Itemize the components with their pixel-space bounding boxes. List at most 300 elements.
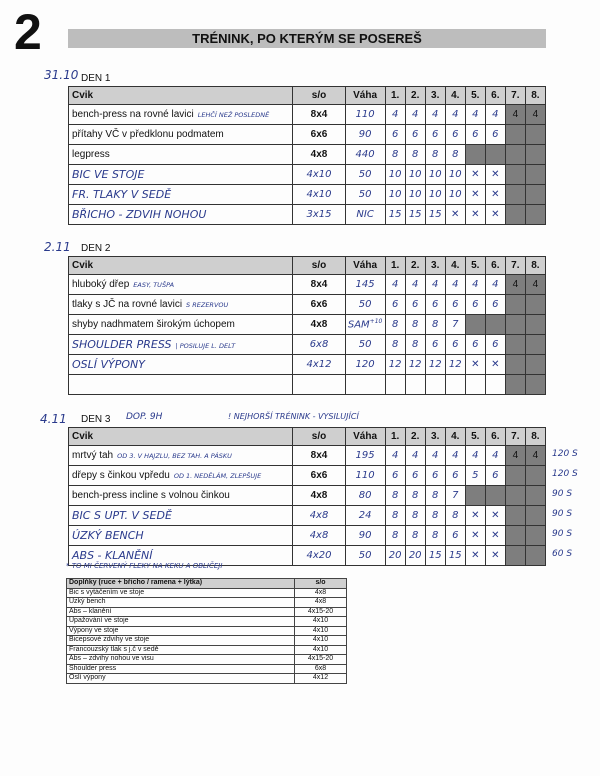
header-set-2: 2. xyxy=(405,87,425,105)
set-8-cell xyxy=(525,506,545,526)
set-1-cell: 6 xyxy=(385,125,405,145)
table-row xyxy=(69,446,546,466)
weight-cell xyxy=(345,125,385,145)
sets-reps-cell: 4x10 xyxy=(293,165,345,185)
exercise-cell xyxy=(69,335,293,355)
weight-value: 440 xyxy=(355,149,375,160)
exercise-note: EASY, TUŠPA xyxy=(133,281,175,289)
sets-reps-cell: 4x8 xyxy=(293,145,345,165)
sets-reps-cell: 4x12 xyxy=(293,355,345,375)
set-2-cell: 8 xyxy=(405,486,425,506)
supplement-name: Úzký bench xyxy=(67,598,295,608)
set-4-cell: 4 xyxy=(445,275,465,295)
supplement-so: 4x10 xyxy=(295,636,347,646)
set-6-cell: ✕ xyxy=(485,506,505,526)
set-7-cell xyxy=(505,335,525,355)
set-5-cell: ✕ xyxy=(465,526,485,546)
header-set-3: 3. xyxy=(425,428,445,446)
exercise-cell xyxy=(69,526,293,546)
exercise-cell xyxy=(69,125,293,145)
header-weight: Váha xyxy=(345,257,385,275)
set-1-cell: 8 xyxy=(385,506,405,526)
set-5-cell: 4 xyxy=(465,105,485,125)
set-8-cell: 4 xyxy=(525,446,545,466)
supplement-so: 4x8 xyxy=(295,588,347,598)
day2-date: 2.11 xyxy=(44,240,71,254)
set-3-cell: 8 xyxy=(425,145,445,165)
exercise-cell xyxy=(69,145,293,165)
set-2-cell: 8 xyxy=(405,526,425,546)
supplement-name: Výpony ve stoje xyxy=(67,626,295,636)
set-7-cell xyxy=(505,165,525,185)
set-7-cell xyxy=(505,546,525,566)
weight-value: 50 xyxy=(358,339,372,350)
set-3-cell: 6 xyxy=(425,125,445,145)
weight-value: NIC xyxy=(356,209,374,220)
set-5-cell: 4 xyxy=(465,446,485,466)
weight-value: 50 xyxy=(358,299,372,310)
set-6-cell: 6 xyxy=(485,125,505,145)
set-5-cell: ✕ xyxy=(465,506,485,526)
header-set-7: 7. xyxy=(505,257,525,275)
page-title: TRÉNINK, PO KTERÝM SE POSEREŠ xyxy=(192,31,422,46)
table-header-row xyxy=(69,257,546,275)
set-2-cell: 6 xyxy=(405,466,425,486)
set-5-cell: 6 xyxy=(465,295,485,315)
weight-cell xyxy=(345,355,385,375)
table-row xyxy=(69,335,546,355)
exercise-cell xyxy=(69,486,293,506)
set-4-cell: 10 xyxy=(445,165,465,185)
supplement-so: 4x10 xyxy=(295,617,347,627)
set-5-cell: ✕ xyxy=(465,546,485,566)
exercise-name: mrtvý tah xyxy=(72,450,114,461)
exercise-cell xyxy=(69,506,293,526)
set-7-cell xyxy=(505,355,525,375)
set-4-cell: 4 xyxy=(445,446,465,466)
weight-value: 80 xyxy=(358,490,372,501)
set-8-cell xyxy=(525,145,545,165)
weight-value: 90 xyxy=(358,530,372,541)
supplement-so: 4x8 xyxy=(295,598,347,608)
set-4-cell: 10 xyxy=(445,185,465,205)
set-1-cell: 4 xyxy=(385,275,405,295)
set-2-cell: 8 xyxy=(405,335,425,355)
table-row xyxy=(69,526,546,546)
set-8-cell xyxy=(525,355,545,375)
rest-time: 90 S xyxy=(552,489,573,499)
set-2-cell: 8 xyxy=(405,506,425,526)
weight-extra: +10 xyxy=(369,318,383,326)
set-1-cell: 8 xyxy=(385,315,405,335)
set-2-cell: 10 xyxy=(405,185,425,205)
set-2-cell: 10 xyxy=(405,165,425,185)
header-set-1: 1. xyxy=(385,428,405,446)
set-4-cell xyxy=(445,375,465,395)
header-set-1: 1. xyxy=(385,87,405,105)
set-4-cell: 4 xyxy=(445,105,465,125)
exercise-cell xyxy=(69,466,293,486)
exercise-cell xyxy=(69,375,293,395)
exercise-name: ÚZKÝ BENCH xyxy=(72,529,144,542)
exercise-name: bench-press na rovné lavici xyxy=(72,109,194,120)
supplement-row xyxy=(67,617,347,627)
set-2-cell: 8 xyxy=(405,315,425,335)
day3-date: 4.11 xyxy=(40,412,67,426)
sets-reps-cell: 4x8 xyxy=(293,486,345,506)
set-7-cell xyxy=(505,145,525,165)
set-6-cell: ✕ xyxy=(485,205,505,225)
set-6-cell xyxy=(485,145,505,165)
exercise-name: bench-press incline s volnou činkou xyxy=(72,490,230,501)
weight-cell xyxy=(345,375,385,395)
set-4-cell: 7 xyxy=(445,315,465,335)
exercise-name: BŘICHO - ZDVIH NOHOU xyxy=(72,208,207,221)
weight-value: 50 xyxy=(358,169,372,180)
exercise-name: SHOULDER PRESS xyxy=(72,338,172,351)
sets-reps-cell: 3x15 xyxy=(293,205,345,225)
weight-cell xyxy=(345,546,385,566)
set-2-cell: 15 xyxy=(405,205,425,225)
set-6-cell: ✕ xyxy=(485,526,505,546)
set-4-cell: 6 xyxy=(445,526,465,546)
set-5-cell xyxy=(465,486,485,506)
supplement-row xyxy=(67,588,347,598)
set-1-cell: 8 xyxy=(385,526,405,546)
day2-table xyxy=(68,256,546,395)
exercise-note: S REZERVOU xyxy=(186,301,229,309)
exercise-cell xyxy=(69,315,293,335)
supplement-so: 4x15-20 xyxy=(295,607,347,617)
exercise-note: OD 1. NEDĚLÁM, ZLEPŠUJE xyxy=(173,472,262,480)
supplement-row xyxy=(67,674,347,684)
set-3-cell: 8 xyxy=(425,506,445,526)
set-2-cell: 4 xyxy=(405,105,425,125)
weight-cell xyxy=(345,185,385,205)
day1-date: 31.10 xyxy=(44,68,79,82)
sets-reps-cell: 8x4 xyxy=(293,105,345,125)
set-3-cell: 4 xyxy=(425,446,445,466)
set-8-cell: 4 xyxy=(525,105,545,125)
set-6-cell: 4 xyxy=(485,105,505,125)
day3-top-note: DOP. 9H xyxy=(126,412,163,422)
weight-cell xyxy=(345,165,385,185)
set-3-cell xyxy=(425,375,445,395)
weight-cell xyxy=(345,335,385,355)
set-2-cell: 6 xyxy=(405,125,425,145)
set-1-cell: 8 xyxy=(385,145,405,165)
header-weight: Váha xyxy=(345,428,385,446)
set-5-cell: 4 xyxy=(465,275,485,295)
sets-reps-cell: 8x4 xyxy=(293,275,345,295)
set-4-cell: 7 xyxy=(445,486,465,506)
table-row xyxy=(69,275,546,295)
set-7-cell xyxy=(505,125,525,145)
day3-footnote: * TO MI ČERVENÝ FLEKY NA KEKU A OBLIČEJI xyxy=(66,562,223,570)
table-row xyxy=(69,185,546,205)
supplement-name: Abs – zdvihy nohou ve visu xyxy=(67,655,295,665)
day3-label: DEN 3 xyxy=(81,414,111,425)
weight-cell xyxy=(345,105,385,125)
set-8-cell xyxy=(525,295,545,315)
page-number: 2 xyxy=(14,4,42,60)
weight-value: 50 xyxy=(358,189,372,200)
exercise-cell xyxy=(69,355,293,375)
weight-cell xyxy=(345,275,385,295)
header-set-2: 2. xyxy=(405,257,425,275)
exercise-cell xyxy=(69,105,293,125)
set-8-cell xyxy=(525,315,545,335)
weight-value: 120 xyxy=(355,359,375,370)
set-7-cell xyxy=(505,295,525,315)
set-1-cell: 4 xyxy=(385,105,405,125)
weight-value: 90 xyxy=(358,129,372,140)
header-set-8: 8. xyxy=(525,257,545,275)
set-1-cell: 6 xyxy=(385,466,405,486)
set-8-cell xyxy=(525,375,545,395)
set-5-cell: 6 xyxy=(465,125,485,145)
weight-cell xyxy=(345,205,385,225)
set-7-cell: 4 xyxy=(505,105,525,125)
exercise-name: shyby nadhmatem širokým úchopem xyxy=(72,319,235,330)
header-set-7: 7. xyxy=(505,428,525,446)
exercise-cell xyxy=(69,205,293,225)
supplements-table xyxy=(66,578,347,684)
set-2-cell: 8 xyxy=(405,145,425,165)
set-2-cell xyxy=(405,375,425,395)
supplement-so: 4x12 xyxy=(295,674,347,684)
header-exercise: Cvik xyxy=(69,257,293,275)
set-7-cell xyxy=(505,506,525,526)
weight-cell xyxy=(345,526,385,546)
sets-reps-cell: 4x20 xyxy=(293,546,345,566)
set-3-cell: 8 xyxy=(425,486,445,506)
sets-reps-cell: 8x4 xyxy=(293,446,345,466)
set-3-cell: 6 xyxy=(425,466,445,486)
header-set-3: 3. xyxy=(425,257,445,275)
set-5-cell: 6 xyxy=(465,335,485,355)
supplement-so: 4x15-20 xyxy=(295,655,347,665)
supplements-header-row xyxy=(67,579,347,589)
header-sets-reps: s/o xyxy=(293,428,345,446)
exercise-note: LEHČÍ NEŽ POSLEDNĚ xyxy=(197,111,270,119)
exercise-name: BIC S UPT. V SEDĚ xyxy=(72,509,172,522)
set-4-cell: 6 xyxy=(445,125,465,145)
exercise-cell xyxy=(69,446,293,466)
exercise-name: FR. TLAKY V SEDĚ xyxy=(72,188,172,201)
set-6-cell: 4 xyxy=(485,275,505,295)
set-3-cell: 10 xyxy=(425,185,445,205)
set-1-cell: 10 xyxy=(385,165,405,185)
set-3-cell: 15 xyxy=(425,546,445,566)
table-row xyxy=(69,125,546,145)
set-2-cell: 6 xyxy=(405,295,425,315)
set-2-cell: 20 xyxy=(405,546,425,566)
exercise-name: BIC VE STOJE xyxy=(72,168,145,181)
header-set-4: 4. xyxy=(445,87,465,105)
sets-reps-cell: 4x8 xyxy=(293,315,345,335)
header-set-8: 8. xyxy=(525,87,545,105)
weight-cell xyxy=(345,145,385,165)
set-5-cell: 5 xyxy=(465,466,485,486)
exercise-name: ABS - KLANĚNÍ xyxy=(72,549,153,562)
set-7-cell xyxy=(505,315,525,335)
rest-time: 120 S xyxy=(552,469,578,479)
exercise-name: dřepy s činkou vpředu xyxy=(72,470,170,481)
set-1-cell: 8 xyxy=(385,335,405,355)
supplement-so: 4x10 xyxy=(295,645,347,655)
set-3-cell: 10 xyxy=(425,165,445,185)
set-7-cell xyxy=(505,486,525,506)
set-5-cell: ✕ xyxy=(465,355,485,375)
set-6-cell: 6 xyxy=(485,466,505,486)
set-3-cell: 8 xyxy=(425,315,445,335)
supplements-header: Doplňky (ruce + břicho / ramena + lýtka) xyxy=(67,579,295,589)
sets-reps-cell: 6x8 xyxy=(293,335,345,355)
weight-value: SAM xyxy=(347,319,370,331)
set-8-cell xyxy=(525,466,545,486)
set-3-cell: 6 xyxy=(425,335,445,355)
set-4-cell: 6 xyxy=(445,466,465,486)
day1-label: DEN 1 xyxy=(81,73,111,84)
header-set-4: 4. xyxy=(445,257,465,275)
set-1-cell: 8 xyxy=(385,486,405,506)
day2-label: DEN 2 xyxy=(81,243,111,254)
supplement-row xyxy=(67,664,347,674)
set-5-cell xyxy=(465,315,485,335)
set-7-cell: 4 xyxy=(505,275,525,295)
exercise-name: legpress xyxy=(72,149,110,160)
set-3-cell: 4 xyxy=(425,275,445,295)
weight-cell xyxy=(345,466,385,486)
header-weight: Váha xyxy=(345,87,385,105)
set-1-cell: 15 xyxy=(385,205,405,225)
header-set-3: 3. xyxy=(425,87,445,105)
rest-time: 120 S xyxy=(552,449,578,459)
set-6-cell: 4 xyxy=(485,446,505,466)
weight-value: 195 xyxy=(355,450,375,461)
header-set-2: 2. xyxy=(405,428,425,446)
set-7-cell xyxy=(505,205,525,225)
table-header-row xyxy=(69,428,546,446)
set-8-cell xyxy=(525,165,545,185)
set-5-cell xyxy=(465,375,485,395)
table-row xyxy=(69,295,546,315)
header-set-8: 8. xyxy=(525,428,545,446)
set-6-cell: ✕ xyxy=(485,546,505,566)
supplement-so: 4x10 xyxy=(295,626,347,636)
set-4-cell: 8 xyxy=(445,506,465,526)
header-exercise: Cvik xyxy=(69,428,293,446)
exercise-cell xyxy=(69,275,293,295)
set-1-cell: 10 xyxy=(385,185,405,205)
set-3-cell: 15 xyxy=(425,205,445,225)
set-4-cell: 8 xyxy=(445,145,465,165)
supplement-row xyxy=(67,598,347,608)
set-3-cell: 6 xyxy=(425,295,445,315)
header-set-1: 1. xyxy=(385,257,405,275)
sets-reps-cell: 6x6 xyxy=(293,295,345,315)
exercise-name: přítahy VČ v předklonu podmatem xyxy=(72,129,224,140)
sets-reps-cell: 6x6 xyxy=(293,466,345,486)
rest-time: 90 S xyxy=(552,529,573,539)
set-4-cell: 6 xyxy=(445,295,465,315)
set-8-cell xyxy=(525,125,545,145)
sets-reps-cell xyxy=(293,375,345,395)
set-7-cell xyxy=(505,185,525,205)
set-2-cell: 4 xyxy=(405,275,425,295)
exercise-cell xyxy=(69,295,293,315)
supplement-row xyxy=(67,626,347,636)
sets-reps-cell: 4x8 xyxy=(293,526,345,546)
set-5-cell: ✕ xyxy=(465,205,485,225)
table-row xyxy=(69,466,546,486)
exercise-name: hluboký dřep xyxy=(72,279,130,290)
exercise-name: OSLÍ VÝPONY xyxy=(72,358,145,371)
supplement-name: Francouzský tlak s j.č v sedě xyxy=(67,645,295,655)
sets-reps-cell: 6x6 xyxy=(293,125,345,145)
set-6-cell: ✕ xyxy=(485,355,505,375)
exercise-name: tlaky s JČ na rovné lavici xyxy=(72,299,183,310)
set-1-cell: 6 xyxy=(385,295,405,315)
exercise-cell xyxy=(69,185,293,205)
set-4-cell: 15 xyxy=(445,546,465,566)
header-set-5: 5. xyxy=(465,87,485,105)
set-6-cell xyxy=(485,486,505,506)
set-7-cell xyxy=(505,375,525,395)
set-6-cell: ✕ xyxy=(485,185,505,205)
set-1-cell: 20 xyxy=(385,546,405,566)
weight-value: 24 xyxy=(358,510,372,521)
set-8-cell xyxy=(525,546,545,566)
rest-time: 90 S xyxy=(552,509,573,519)
table-row xyxy=(69,315,546,335)
supplement-name: Upažování ve stoje xyxy=(67,617,295,627)
set-6-cell xyxy=(485,315,505,335)
set-6-cell: 6 xyxy=(485,335,505,355)
set-8-cell xyxy=(525,205,545,225)
set-8-cell xyxy=(525,185,545,205)
weight-cell xyxy=(345,446,385,466)
rest-time: 60 S xyxy=(552,549,573,559)
set-1-cell: 4 xyxy=(385,446,405,466)
set-2-cell: 12 xyxy=(405,355,425,375)
weight-value: 110 xyxy=(355,109,375,120)
table-row xyxy=(69,486,546,506)
supplement-row xyxy=(67,645,347,655)
set-3-cell: 12 xyxy=(425,355,445,375)
header-set-6: 6. xyxy=(485,428,505,446)
set-7-cell xyxy=(505,526,525,546)
header-set-5: 5. xyxy=(465,428,485,446)
title-bar xyxy=(68,29,546,48)
set-1-cell: 12 xyxy=(385,355,405,375)
supplement-name: Shoulder press xyxy=(67,664,295,674)
header-sets-reps: s/o xyxy=(293,257,345,275)
supplements-so-header: s/o xyxy=(295,579,347,589)
table-row xyxy=(69,375,546,395)
supplement-name: Abs – klanění xyxy=(67,607,295,617)
set-2-cell: 4 xyxy=(405,446,425,466)
supplement-row xyxy=(67,607,347,617)
set-1-cell xyxy=(385,375,405,395)
set-5-cell xyxy=(465,145,485,165)
weight-cell xyxy=(345,486,385,506)
day1-table xyxy=(68,86,546,225)
exercise-cell xyxy=(69,165,293,185)
set-8-cell xyxy=(525,526,545,546)
table-row xyxy=(69,205,546,225)
